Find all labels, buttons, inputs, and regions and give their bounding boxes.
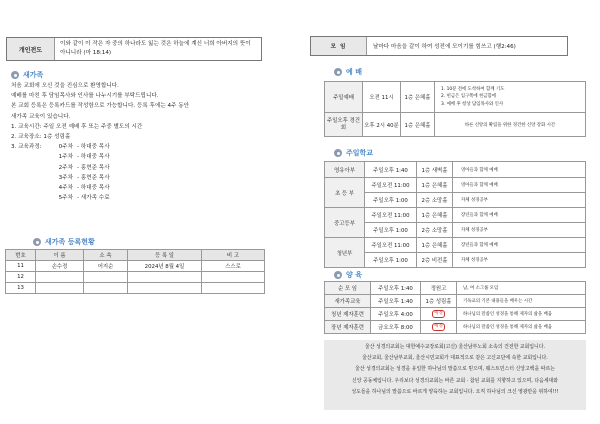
training-title: 양 육 [346, 271, 362, 279]
register-header: 이 름 [36, 250, 84, 261]
table-row [325, 321, 586, 334]
worship-name: 주일예배 [325, 82, 363, 113]
training-desc: 기독교의 기본 내용들을 배우는 시간 [457, 295, 586, 308]
school-note: 장년들과 함께 예배 [453, 238, 586, 253]
table-row [325, 208, 586, 223]
worship-heading [334, 67, 362, 77]
school-heading [334, 148, 373, 158]
register-cell: 12 [6, 272, 36, 283]
worship-note: 2. 헌금은 입구쪽에 헌금함에 [441, 94, 497, 100]
training-place: 정원고 [421, 282, 457, 295]
meeting-label: 모 임 [311, 37, 367, 55]
school-note: 자체 성경공부 [453, 193, 586, 208]
worship-table [324, 81, 586, 137]
newcomer-line: 예배를 마친 후 담임목사와 인사를 나누시기를 부탁드립니다. [11, 93, 159, 100]
course-row [11, 163, 271, 173]
table-row [6, 272, 265, 283]
school-dept: 중고등부 [325, 208, 365, 238]
verse-text: 이와 같이 이 작은 자 중의 하나라도 잃는 것은 하늘에 계신 너희 아버지의 뜻이 아니니라 (마 18:14) [60, 41, 251, 56]
register-cell [128, 272, 202, 283]
table-row [325, 238, 586, 253]
status-badge: 예정 [434, 311, 443, 316]
training-place: 1층 성림홀 [421, 295, 457, 308]
newcomer-line: 2. 교육장소: 1층 성림홀 [11, 134, 71, 141]
worship-time: 오후 2시 40분 [363, 113, 401, 137]
register-cell [202, 272, 265, 283]
course-content: - 하대중 목사 [77, 185, 110, 192]
school-table [324, 161, 586, 268]
register-cell [128, 283, 202, 294]
school-place: 1층 은혜홀 [417, 208, 453, 223]
training-time: 금요오후 8:00 [371, 321, 421, 334]
school-note: 자체 성경공부 [453, 253, 586, 268]
school-note: 영아들과 함께 예배 [453, 162, 586, 178]
newcomer-text [11, 81, 271, 203]
newcomer-line: 본 교회 등록은 등록카드를 작성함으로 가능합니다. 등록 후에는 4주 동안 [11, 103, 190, 110]
bullet-icon [334, 271, 342, 279]
school-title: 주일학교 [346, 149, 374, 157]
training-desc: 하나님의 말씀인 성경을 통해 제자의 삶을 배움 [457, 308, 586, 321]
course-content: - 새가족 수료 [77, 195, 110, 202]
worship-title: 예 배 [346, 68, 362, 76]
school-place: 1층 은혜홀 [417, 178, 453, 193]
status-badge: 예정 [434, 324, 443, 329]
newcomer-heading [11, 70, 43, 80]
training-heading [334, 270, 362, 280]
worship-place: 1층 은혜홀 [401, 113, 435, 137]
course-week: 0주차 [58, 144, 73, 151]
worship-place: 1층 은혜홀 [401, 82, 435, 113]
training-place [421, 308, 457, 321]
school-dept: 청년부 [325, 238, 365, 268]
school-time: 주일오후 1:00 [365, 253, 417, 268]
bullet-icon [11, 71, 19, 79]
newcomer-line: 1. 교육시간: 주일 오전 예배 후 또는 주중 별도의 시간 [11, 123, 143, 130]
worship-note: 3. 예배 후 항상 담임목사와 인사 [441, 101, 504, 107]
table-row [325, 253, 586, 268]
worship-notes [435, 82, 586, 113]
training-name: 청년 제자훈련 [325, 308, 371, 321]
worship-name: 주일오후 경건회 [325, 113, 363, 137]
school-time: 주일오전 11:00 [365, 238, 417, 253]
school-place: 2층 소망홀 [417, 223, 453, 238]
register-cell: 2024년 8월 4일 [128, 261, 202, 272]
training-time: 주일오후 4:00 [371, 308, 421, 321]
register-heading [33, 237, 95, 247]
training-desc: 하나님의 말씀인 성경을 통해 제자의 삶을 배움 [457, 321, 586, 334]
school-time: 주일오후 1:00 [365, 223, 417, 238]
worship-note: 1. 10분 전에 도착하여 함께 기도 [441, 86, 505, 92]
course-week: 2주차 [58, 164, 73, 171]
course-row [11, 183, 271, 193]
school-note: 장년들과 함께 예배 [453, 208, 586, 223]
course-row [11, 142, 271, 152]
newcomer-line: 처음 교회에 오신 것을 진심으로 환영합니다. [11, 83, 119, 89]
school-dept: 초 등 부 [325, 178, 365, 208]
newcomer-title: 새가족 [23, 71, 44, 79]
training-desc: 남, 여 소그룹 모임 [457, 282, 586, 295]
worship-time: 오전 11시 [363, 82, 401, 113]
course-row [11, 152, 271, 162]
bullet-icon [334, 149, 342, 157]
table-row [325, 178, 586, 193]
table-row [325, 223, 586, 238]
table-row [6, 283, 265, 294]
school-time: 주일오후 1:00 [365, 193, 417, 208]
register-cell [36, 283, 84, 294]
training-time: 주일오후 1:40 [371, 295, 421, 308]
worship-note: 바른 신앙의 확립을 위한 경건한 신앙 강화 시간 [435, 113, 586, 137]
footer-line: 울산 성경의교회는 성경을 유일한 하나님의 말씀으로 믿으며, 웨스트민스터 신앙고백을 따르는 [355, 366, 555, 373]
school-time: 주일오후 1:40 [365, 162, 417, 178]
verse-box [6, 37, 262, 61]
table-row [325, 282, 586, 295]
register-cell [84, 272, 128, 283]
course-week: 1주차 [58, 154, 73, 161]
table-row [325, 162, 586, 178]
register-header: 번호 [6, 250, 36, 261]
register-cell: 스스로 [202, 261, 265, 272]
course-content: - 홍현준 목사 [77, 174, 110, 181]
course-week: 5주차 [58, 195, 73, 202]
register-header: 등 록 일 [128, 250, 202, 261]
register-cell: 어지순 [84, 261, 128, 272]
register-header: 소 속 [84, 250, 128, 261]
school-place: 1층 은혜홀 [417, 238, 453, 253]
training-name: 순 모 임 [325, 282, 371, 295]
table-row [325, 193, 586, 208]
training-name: 장년 제자훈련 [325, 321, 371, 334]
register-header: 비 고 [202, 250, 265, 261]
course-row [11, 173, 271, 183]
register-cell [36, 272, 84, 283]
training-time: 주일오후 1:40 [371, 282, 421, 295]
course-content: - 하대중 목사 [77, 144, 110, 151]
school-time: 주일오전 11:00 [365, 178, 417, 193]
course-content: - 하대중 목사 [77, 154, 110, 161]
course-week: 3주차 [58, 174, 73, 181]
school-dept: 영유아부 [325, 162, 365, 178]
table-row [325, 113, 586, 137]
table-row [325, 308, 586, 321]
footer-line: 신앙 공동체입니다. 우리보다 성경의교회는 바른 교회 · 참된 교회를 지향하고 있으며, 다음세대와 [351, 377, 559, 384]
meeting-text: 날마다 마음을 같이 하여 성전에 모이기를 힘쓰고 (행2:46) [373, 44, 516, 50]
school-place: 1층 새벽홀 [417, 162, 453, 178]
course-row [11, 193, 271, 203]
school-place: 2층 비전홀 [417, 253, 453, 268]
church-info-box [324, 340, 586, 410]
register-table [5, 249, 265, 294]
register-cell [202, 283, 265, 294]
register-cell [84, 283, 128, 294]
school-place: 2층 소망홀 [417, 193, 453, 208]
table-row [6, 261, 265, 272]
training-name: 새가족교육 [325, 295, 371, 308]
training-table [324, 281, 586, 334]
bullet-icon [334, 68, 342, 76]
footer-line: 울산교회, 울산남부교회, 울산시민교회가 대표적으로 같은 고신교단에 속한 교회입니다. [362, 355, 548, 362]
bullet-icon [33, 238, 41, 246]
verse-label: 개인전도 [7, 38, 55, 60]
school-note: 자체 성경공부 [453, 223, 586, 238]
footer-line: 울산 성경의교회는 대한예수교장로회(고신) 울산남부노회 소속의 건전한 교회입니다. [364, 344, 546, 350]
register-cell: 손수정 [36, 261, 84, 272]
register-cell: 13 [6, 283, 36, 294]
school-time: 주일오전 11:00 [365, 208, 417, 223]
footer-line: 성도들을 하나님의 말씀으로 바르게 양육하는 교회입니다. 오직 하나님의 크신 영광만을 위하여!!! [351, 388, 559, 395]
register-title: 새가족 등록현황 [45, 238, 95, 246]
register-cell: 11 [6, 261, 36, 272]
course-week: 4주차 [58, 185, 73, 192]
school-note: 영아들과 함께 예배 [453, 178, 586, 193]
table-row [325, 295, 586, 308]
training-place [421, 321, 457, 334]
newcomer-line: 새가족 교육이 있습니다. [11, 113, 71, 120]
table-row [325, 82, 586, 113]
meeting-box [310, 36, 568, 56]
course-content: - 홍현준 목사 [77, 164, 110, 171]
course-label: 3. 교육과정: [11, 144, 42, 151]
